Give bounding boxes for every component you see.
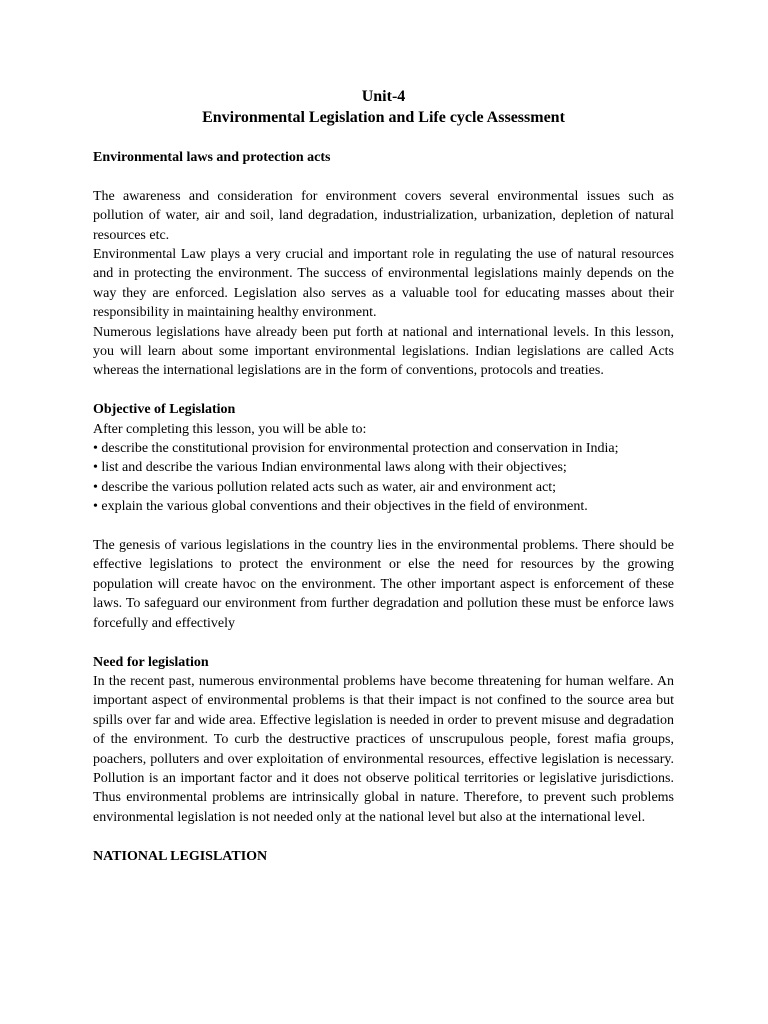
bullet-icon: •	[93, 460, 98, 476]
objective-intro: After completing this lesson, you will be able to:	[93, 421, 367, 437]
spacer	[93, 381, 674, 400]
unit-title: Unit-4	[361, 88, 406, 105]
section-heading-need: Need for legislation	[93, 654, 209, 670]
genesis-paragraph: The genesis of various legislations in the country lies in the environmental problems. There should be effective legislations to protect the environment or else the need for resources by the growing population will create havoc on the environment. The other important aspect is enforcement of these laws. To safeguard our environment from further degradation and pollution these must be enforce laws forcefully and effectively	[93, 538, 674, 631]
spacer	[93, 167, 674, 186]
section-heading-objective: Objective of Legislation	[93, 402, 236, 418]
need-paragraph: In the recent past, numerous environmental problems have become threatening for human welfare. An important aspect of environmental problems is that their impact is not confined to the source area but spills over far and wide area. Effective legislation is needed in order to prevent misuse and degradation of the environment. To curb the destructive practices of unscrupulous people, forest mafia groups, poachers, polluters and over exploitation of environmental resources, effective legislation is necessary. Pollution is an important factor and it does not observe political territories or legislative jurisdictions. Thus environmental problems are intrinsically global in nature. Therefore, to prevent such problems environmental legislation is not needed only at the national level but also at the international level.	[93, 673, 674, 825]
spacer	[93, 517, 674, 536]
document-title: Environmental Legislation and Life cycle Assessment	[202, 109, 565, 126]
list-item	[93, 497, 674, 516]
list-item	[93, 439, 674, 458]
laws-paragraph-1: The awareness and consideration for environment covers several environmental issues such as pollution of water, air and soil, land degradation, industrialization, urbanization, depletion of natural resources etc.	[93, 188, 674, 243]
section-heading-laws: Environmental laws and protection acts	[93, 150, 331, 165]
list-item	[93, 458, 674, 477]
list-item-text: describe the constitutional provision for environmental protection and conservation in India;	[101, 441, 619, 457]
document-title-block	[93, 86, 674, 128]
bullet-icon: •	[93, 499, 98, 515]
spacer	[93, 633, 674, 652]
objective-bullet-list	[93, 439, 674, 517]
spacer	[93, 827, 674, 846]
bullet-icon: •	[93, 479, 98, 495]
laws-paragraph-2: Environmental Law plays a very crucial and important role in regulating the use of natural resources and in protecting the environment. The success of environmental legislations mainly depends on the way they are enforced. Legislation also serves as a valuable tool for educating masses about their responsibility in maintaining healthy environment.	[93, 247, 674, 321]
list-item-text: describe the various pollution related acts such as water, air and environment act;	[101, 479, 557, 495]
section-heading-national: NATIONAL LEGISLATION	[93, 848, 268, 864]
list-item-text: explain the various global conventions and their objectives in the field of environment.	[101, 499, 588, 515]
document-page	[93, 86, 674, 866]
list-item	[93, 478, 674, 497]
list-item-text: list and describe the various Indian environmental laws along with their objectives;	[101, 460, 567, 476]
laws-paragraph-3: Numerous legislations have already been put forth at national and international levels. In this lesson, you will learn about some important environmental legislations. Indian legislations are called Acts whereas the international legislations are in the form of conventions, protocols and treaties.	[93, 324, 674, 379]
bullet-icon: •	[93, 441, 98, 457]
